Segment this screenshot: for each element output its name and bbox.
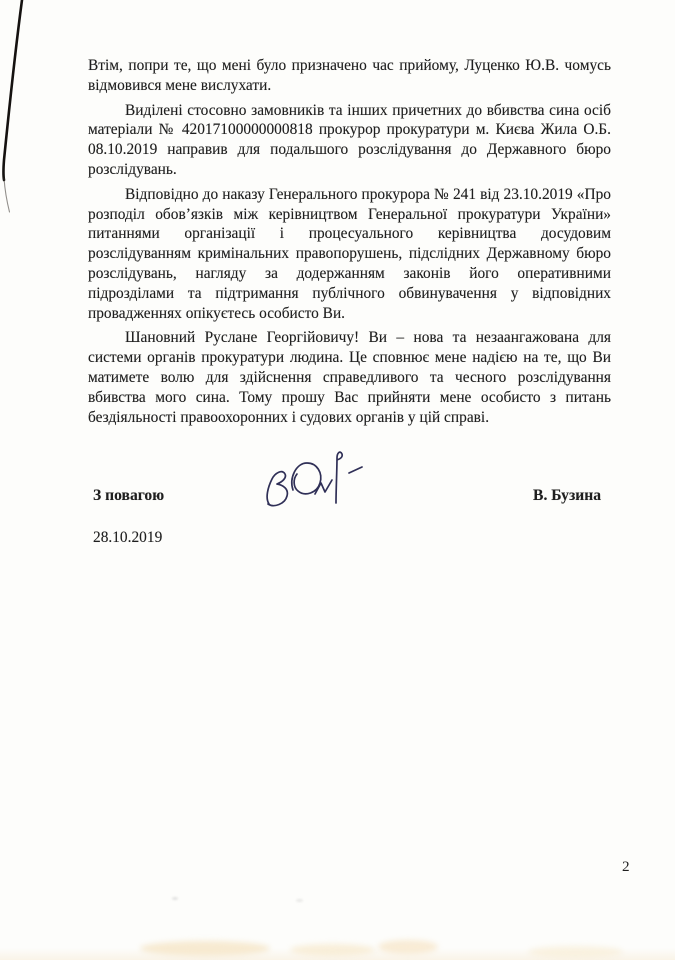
- closing-row: [93, 487, 601, 505]
- signer-name: В. Бузина: [533, 487, 601, 504]
- paragraph-2: Виділені стосовно замовників та інших причетних до вбивства сина осіб матеріали № 42017100000000818 прокурор прокуратури м. Києва Жила О.Б. 08.10.2019 направив для подальшого розслідування до Державного бюро розслідувань.: [88, 101, 611, 178]
- paragraph-3: Відповідно до наказу Генерального прокурора № 241 від 23.10.2019 «Про розподіл обов’язків між керівництвом Генеральної прокуратури України» питаннями організації і процесуального керівництва досудовим розслідуванням кримінальних правопорушень, підслідних Державному бюро розслідувань, нагляду за додержанням законів його оперативними підрозділами та підтримання публічного обвинувачення у відповідних провадженнях опікуєтесь особисто Ви.: [88, 185, 611, 322]
- letter-body: [88, 56, 611, 432]
- letter-date: 28.10.2019: [93, 529, 163, 546]
- scan-stain: [528, 946, 623, 958]
- signature-icon: [245, 442, 375, 517]
- scan-stain: [378, 940, 438, 954]
- scan-edge-artifact: [0, 0, 40, 230]
- paragraph-4: Шановний Руслане Георгійовичу! Ви – нова та незаангажована для системи органів прокуратури людина. Це сповнює мене надією на те, що Ви матимете волю для здійснення справедливого та чесного розслідування вбивства мого сина. Тому прошу Вас прийняти мене особисто з питань бездіяльності правоохоронних і судових органів у цій справі.: [88, 329, 611, 426]
- paragraph-1: Втім, попри те, що мені було призначено час прийому, Луценко Ю.В. чомусь відмовився мене вислухати.: [88, 57, 611, 94]
- scan-stain: [290, 944, 375, 956]
- closing-salutation: З повагою: [93, 487, 165, 504]
- scan-stain: [140, 941, 270, 956]
- scan-speck: [172, 897, 178, 900]
- scan-speck: [296, 899, 303, 902]
- page-number: 2: [622, 858, 630, 875]
